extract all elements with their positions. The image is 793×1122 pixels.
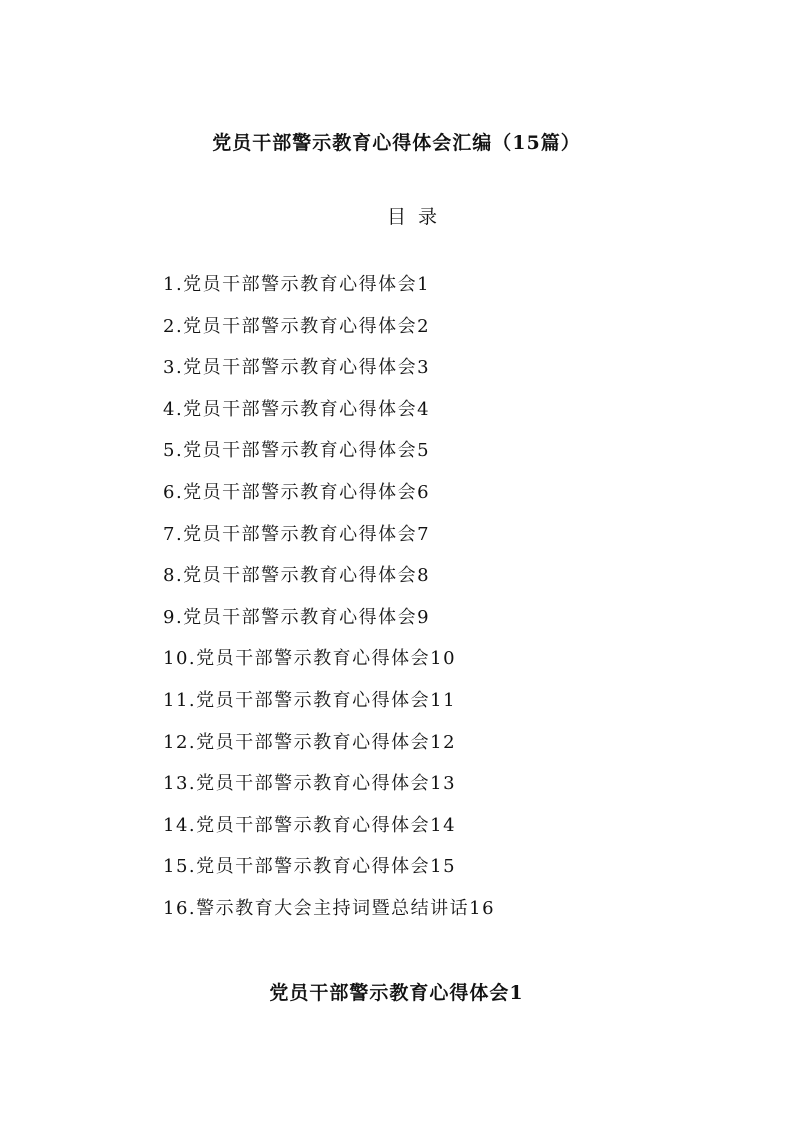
table-of-contents — [163, 270, 495, 936]
toc-item[interactable]: 2.党员干部警示教育心得体会2 — [163, 315, 431, 337]
toc-item[interactable]: 9.党员干部警示教育心得体会9 — [163, 606, 431, 628]
table-of-contents-heading: 目录 — [386, 206, 449, 228]
toc-item[interactable]: 10.党员干部警示教育心得体会10 — [163, 648, 457, 670]
document-title: 党员干部警示教育心得体会汇编（15篇） — [212, 132, 581, 154]
toc-item[interactable]: 1.党员干部警示教育心得体会1 — [163, 274, 431, 295]
toc-item[interactable]: 13.党员干部警示教育心得体会13 — [163, 773, 457, 795]
toc-item[interactable]: 5.党员干部警示教育心得体会5 — [163, 440, 431, 462]
toc-item[interactable]: 8.党员干部警示教育心得体会8 — [163, 565, 431, 587]
toc-item[interactable]: 16.警示教育大会主持词暨总结讲话16 — [163, 897, 496, 919]
section-title: 党员干部警示教育心得体会1 — [269, 982, 524, 1004]
toc-item[interactable]: 15.党员干部警示教育心得体会15 — [163, 856, 457, 878]
toc-item[interactable]: 12.党员干部警示教育心得体会12 — [163, 731, 457, 753]
toc-item[interactable]: 4.党员干部警示教育心得体会4 — [163, 398, 431, 420]
toc-item[interactable]: 3.党员干部警示教育心得体会3 — [163, 357, 431, 379]
toc-item[interactable]: 11.党员干部警示教育心得体会11 — [163, 689, 457, 711]
toc-item[interactable]: 14.党员干部警示教育心得体会14 — [163, 814, 457, 836]
toc-item[interactable]: 6.党员干部警示教育心得体会6 — [163, 481, 431, 503]
toc-item[interactable]: 7.党员干部警示教育心得体会7 — [163, 523, 431, 545]
